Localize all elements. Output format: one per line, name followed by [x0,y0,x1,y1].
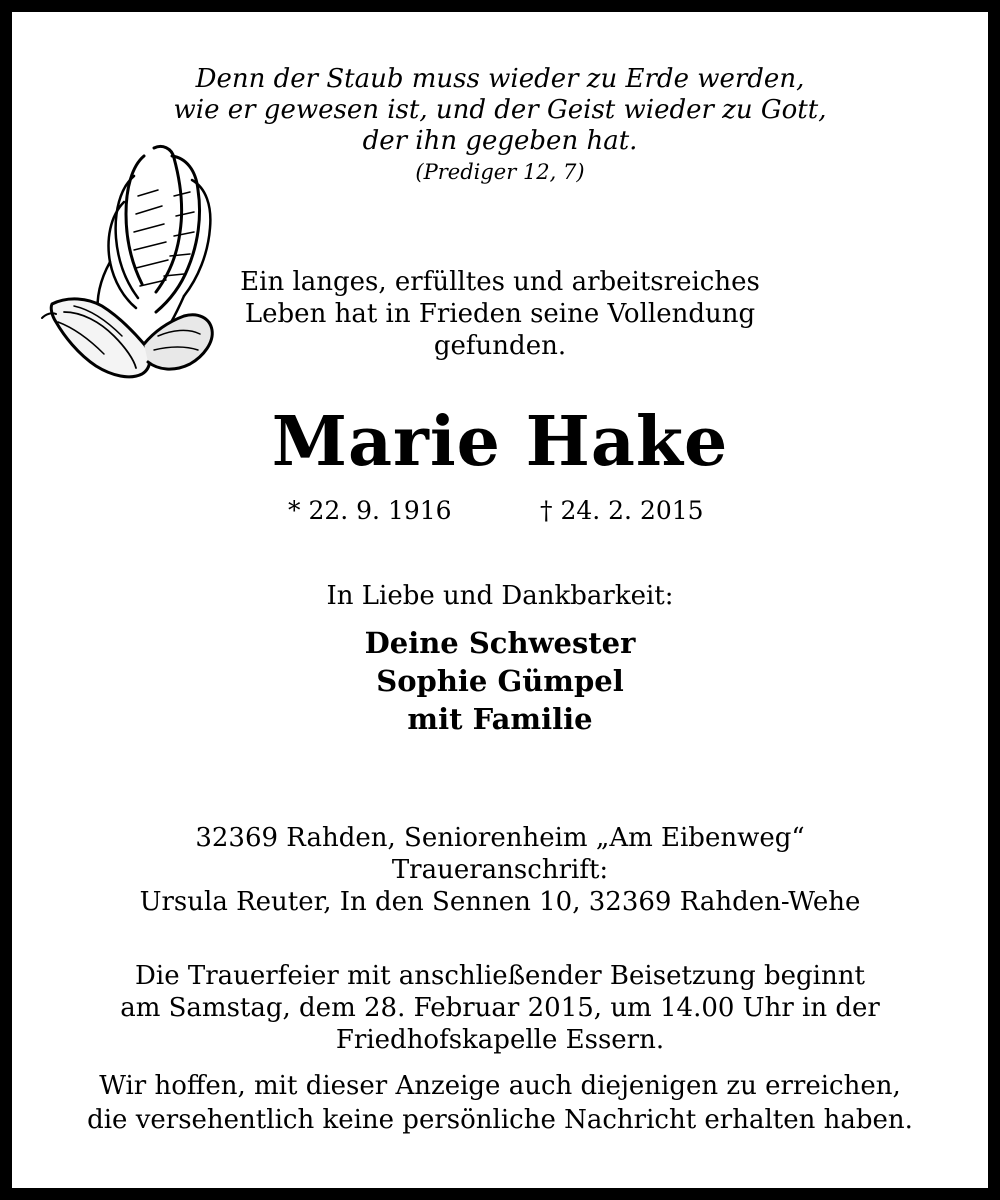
deceased-name: Marie Hake [271,402,729,482]
service-line-1: Die Trauerfeier mit anschließender Beisetzung beginnt [135,961,865,991]
verse-line-3: der ihn gegeben hat. [362,126,638,156]
death-date: † 24. 2. 2015 [540,496,704,525]
verse-line-2: wie er gewesen ist, und der Geist wieder zu Gott, [173,95,827,125]
verse-reference: (Prediger 12, 7) [415,160,585,184]
mourner-line-3: mit Familie [407,702,593,736]
mourner-line-1: Deine Schwester [364,626,636,660]
service-line-3: Friedhofskapelle Essern. [335,1025,665,1055]
intro-line-2: Leben hat in Frieden seine Vollendung [244,299,756,329]
mourner-line-2: Sophie Gümpel [376,664,624,698]
notice-line-1: Wir hoffen, mit dieser Anzeige auch diejenigen zu erreichen, [99,1071,901,1101]
mourners-lead: In Liebe und Dankbarkeit: [326,581,674,611]
address-line-2: Traueranschrift: [391,855,609,885]
intro-line-1: Ein langes, erfülltes und arbeitsreiches [240,267,760,297]
verse-line-1: Denn der Staub muss wieder zu Erde werden, [195,64,805,94]
address-line-3: Ursula Reuter, In den Sennen 10, 32369 Rahden-Wehe [139,887,861,917]
address-line-1: 32369 Rahden, Seniorenheim „Am Eibenweg“ [195,823,805,853]
birth-date: * 22. 9. 1916 [288,496,452,525]
notice-line-2: die versehentlich keine persönliche Nachricht erhalten haben. [87,1105,913,1135]
intro-line-3: gefunden. [433,331,567,361]
service-line-2: am Samstag, dem 28. Februar 2015, um 14.00 Uhr in der [120,993,880,1023]
